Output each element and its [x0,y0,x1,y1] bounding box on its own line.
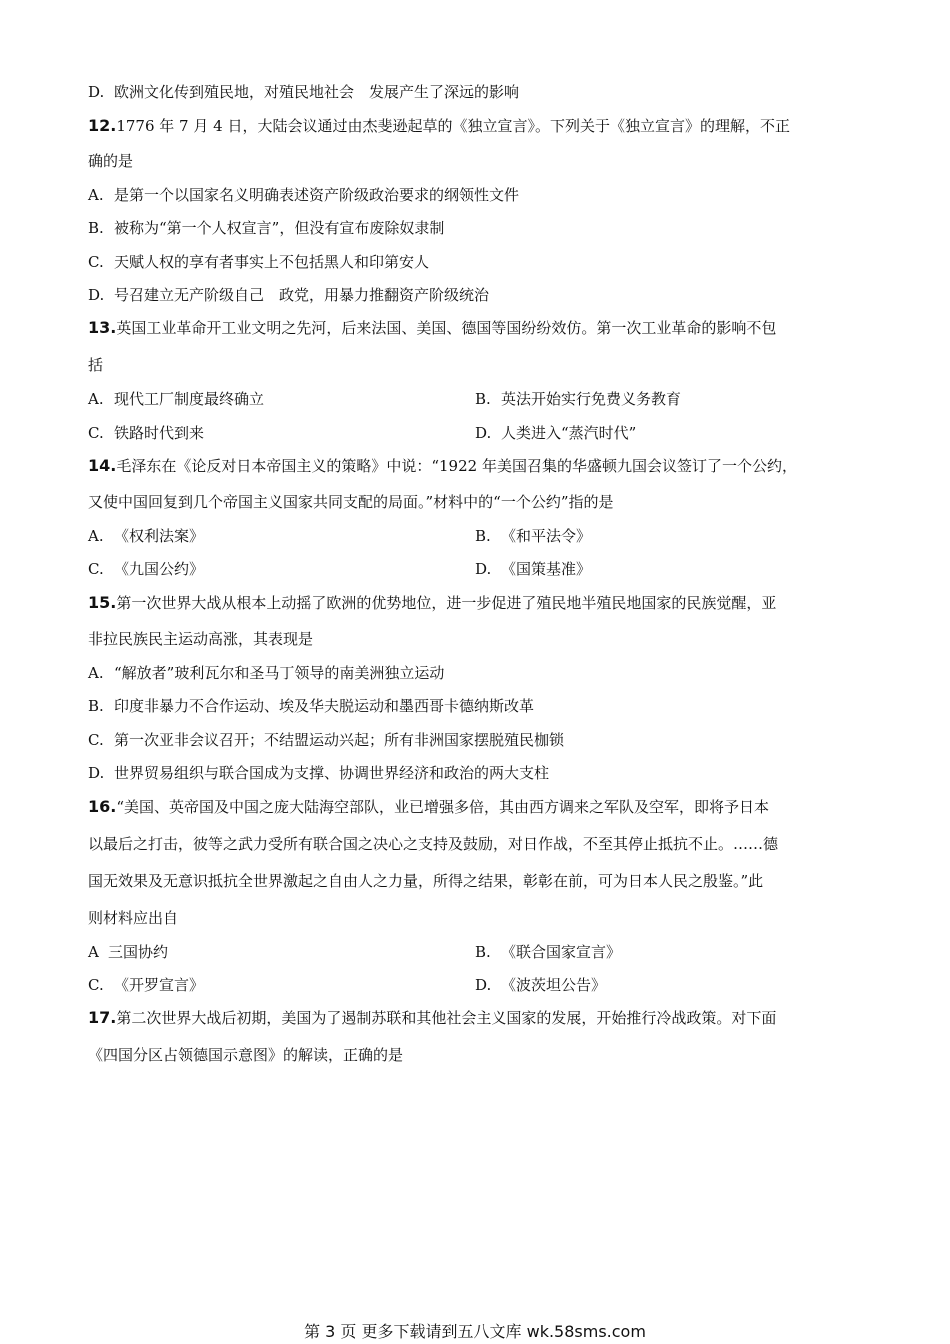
question-text: 第二次世界大战后初期，美国为了遏制苏联和其他社会主义国家的发展，开始推行冷战政策。对下面 [116,1009,777,1027]
q16-stem-line-3: 国无效果及无意识抵抗全世界激起之自由人之力量，所得之结果，彰彰在前，可为日本人民之殷鉴。”此 [88,872,764,890]
q15-stem-line-2: 非拉民族民主运动高涨，其表现是 [88,630,314,648]
q16-option-b [475,942,621,962]
question-number: 15. [88,593,117,612]
option-letter: C. [88,976,104,994]
q14-option-a [88,526,204,546]
option-text: 《和平法令》 [501,527,592,545]
option-letter: D. [88,764,105,782]
q14-stem-line-1 [88,456,888,476]
option-letter: D. [475,424,492,442]
question-text: 第一次世界大战从根本上动摇了欧洲的优势地位，进一步促进了殖民地半殖民地国家的民族觉醒，亚 [116,594,777,612]
q16-stem-line-2: 以最后之打击，彼等之武力受所有联合国之决心之支持及鼓励，对日作战，不至其停止抵抗不止。……德 [88,835,779,853]
option-text: “解放者”玻利瓦尔和圣马丁领导的南美洲独立运动 [114,664,445,682]
q15-stem-line-1 [88,593,888,613]
q12-option-b [88,218,444,238]
option-text: 欧洲文化传到殖民地，对殖民地社会 发展产生了深远的影响 [114,83,520,101]
option-text: 现代工厂制度最终确立 [114,390,265,408]
q14-stem-line-2: 又使中国回复到几个帝国主义国家共同支配的局面。”材料中的“一个公约”指的是 [88,493,614,511]
option-text: 英法开始实行免费义务教育 [501,390,682,408]
q15-option-b [88,696,534,716]
q17-stem-line-1 [88,1008,888,1028]
page-footer: 第 3 页 更多下载请到五八文库 wk.58sms.com [304,1322,646,1341]
option-text: 《波茨坦公告》 [501,976,607,994]
q15-option-a [88,663,444,683]
option-text: 《九国公约》 [114,560,205,578]
option-letter: A. [88,664,104,682]
option-letter: D. [88,83,105,101]
q17-stem-line-2: 《四国分区占领德国示意图》的解读，正确的是 [88,1046,404,1064]
option-letter: A. [88,390,104,408]
q16-option-c [88,975,204,995]
q12-stem-line-2: 确的是 [88,152,134,170]
option-letter: C. [88,253,104,271]
option-letter: C. [88,731,104,749]
option-text: 天赋人权的享有者事实上不包括黑人和印第安人 [114,253,430,271]
question-number: 12. [88,116,117,135]
option-letter: A. [88,527,104,545]
option-text: 人类进入“蒸汽时代” [501,424,637,442]
q11-option-d [88,82,888,102]
question-text: “美国、英帝国及中国之庞大陆海空部队，业已增强多倍，其由西方调来之军队及空军，即将予日本 [116,798,770,816]
q16-stem-line-1 [88,797,888,817]
q13-option-a [88,389,264,409]
question-number: 13. [88,318,117,337]
option-letter: C. [88,424,104,442]
option-letter: D. [88,286,105,304]
q14-option-b [475,526,591,546]
option-text: 号召建立无产阶级自己 政党，用暴力推翻资产阶级统治 [114,286,490,304]
q13-stem-line-1 [88,318,888,338]
q15-option-c [88,730,564,750]
option-letter: B. [475,390,491,408]
question-text: 英国工业革命开工业文明之先河，后来法国、美国、德国等国纷纷效仿。第一次工业革命的影响不包 [116,319,777,337]
option-text: 三国协约 [108,943,169,961]
q16-option-d [475,975,606,995]
q14-option-d [475,559,591,579]
option-letter: B. [475,527,491,545]
option-letter: D. [475,560,492,578]
option-text: 被称为“第一个人权宣言”，但没有宣布废除奴隶制 [114,219,445,237]
question-number: 16. [88,797,117,816]
option-text: 《国策基准》 [501,560,592,578]
option-text: 《联合国家宣言》 [501,943,622,961]
q13-option-c [88,423,204,443]
option-text: 铁路时代到来 [114,424,205,442]
q16-stem-line-4: 则材料应出自 [88,909,179,927]
q12-option-c [88,252,429,272]
option-text: 《权利法案》 [114,527,205,545]
option-letter: B. [88,697,104,715]
option-letter: B. [475,943,491,961]
q12-option-a [88,185,519,205]
question-text: 1776 年 7 月 4 日，大陆会议通过由杰斐逊起草的《独立宣言》。下列关于《独立宣言》的理解，不正 [116,117,790,135]
q12-option-d [88,285,489,305]
option-text: 《开罗宣言》 [114,976,205,994]
option-letter: C. [88,560,104,578]
option-letter: A [88,943,99,961]
option-text: 世界贸易组织与联合国成为支撑、协调世界经济和政治的两大支柱 [114,764,550,782]
q12-stem-line-1 [88,116,888,136]
q15-option-d [88,763,549,783]
option-text: 印度非暴力不合作运动、埃及华夫脱运动和墨西哥卡德纳斯改革 [114,697,535,715]
option-text: 是第一个以国家名义明确表述资产阶级政治要求的纲领性文件 [114,186,520,204]
question-text: 毛泽东在《论反对日本帝国主义的策略》中说：“1922 年美国召集的华盛顿九国会议签订了一个公约， [116,457,797,475]
q13-option-d [475,423,636,443]
q14-option-c [88,559,204,579]
q13-stem-line-2: 括 [88,356,104,374]
question-number: 14. [88,456,117,475]
q13-option-b [475,389,681,409]
option-letter: A. [88,186,104,204]
question-number: 17. [88,1008,117,1027]
option-letter: B. [88,219,104,237]
option-text: 第一次亚非会议召开；不结盟运动兴起；所有非洲国家摆脱殖民枷锁 [114,731,565,749]
q16-option-a [88,942,168,962]
option-letter: D. [475,976,492,994]
